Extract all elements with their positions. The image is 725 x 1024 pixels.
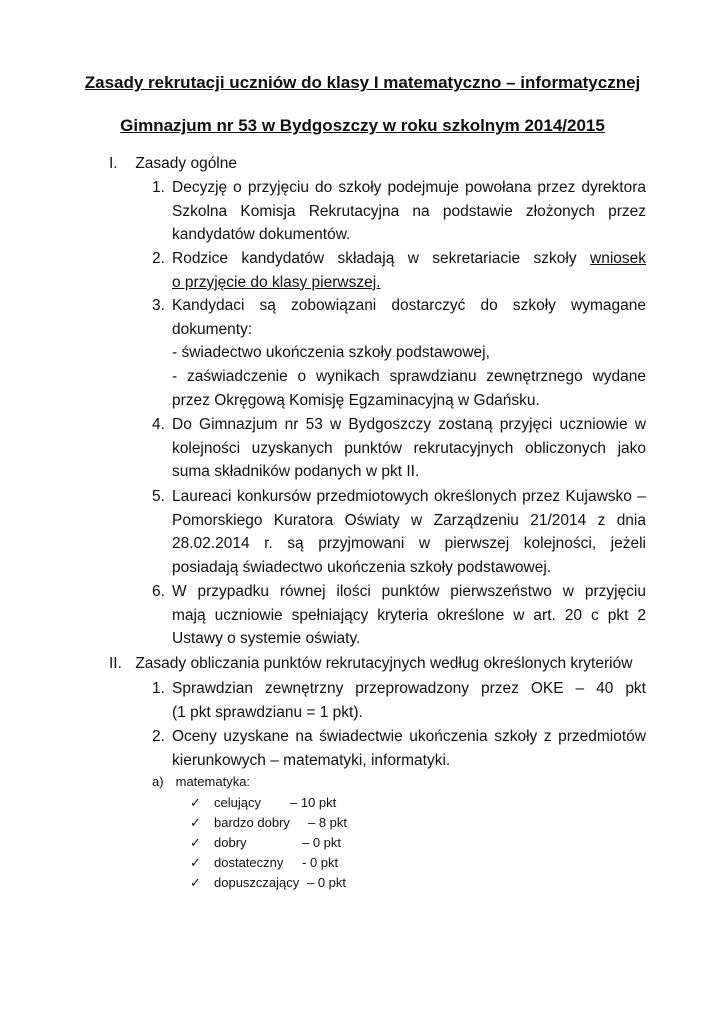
grade-row bbox=[190, 835, 341, 851]
grade-points: – 8 pkt bbox=[308, 815, 348, 830]
section-heading bbox=[109, 155, 237, 173]
checkmark-icon: ✓ bbox=[190, 875, 201, 890]
item-line: dokumenty: bbox=[172, 320, 253, 338]
grade-points: – 0 pkt bbox=[302, 835, 342, 850]
subsection-label: matematyka: bbox=[175, 774, 251, 789]
list-item bbox=[152, 725, 646, 772]
item-line: - świadectwo ukończenia szkoły podstawowej, bbox=[172, 344, 490, 362]
list-item bbox=[152, 294, 646, 413]
checkmark-icon: ✓ bbox=[190, 795, 201, 810]
item-number: 1. bbox=[152, 680, 165, 697]
grade-row bbox=[190, 875, 346, 891]
item-number: 2. bbox=[152, 250, 165, 267]
section-title: Zasady ogólne bbox=[135, 155, 237, 172]
item-number: 5. bbox=[152, 488, 165, 505]
item-line: Szkolna Komisja Rekrutacyjna na podstawie złożonych przez bbox=[172, 202, 646, 220]
item-line: Laureaci konkursów przedmiotowych określonych przez Kujawsko – bbox=[172, 488, 646, 505]
title-line-2: Gimnazjum nr 53 w Bydgoszczy w roku szkolnym 2014/2015 bbox=[120, 116, 605, 135]
item-line: Ustawy o systemie oświaty. bbox=[172, 630, 361, 648]
section-title: Zasady obliczania punktów rekrutacyjnych według określonych kryteriów bbox=[135, 655, 633, 672]
list-item bbox=[152, 176, 646, 247]
item-number: 2. bbox=[152, 728, 165, 745]
item-line: o przyjęcie do klasy pierwszej. bbox=[172, 273, 381, 291]
grade-name: bardzo dobry bbox=[214, 815, 290, 830]
item-line: posiadają świadectwo ukończenia szkoły podstawowej. bbox=[172, 559, 552, 577]
item-number: 3. bbox=[152, 297, 165, 314]
grade-name: dobry bbox=[214, 835, 247, 850]
grade-row bbox=[190, 795, 336, 811]
subsection-marker: a) bbox=[152, 774, 164, 789]
item-line: Kandydaci są zobowiązani dostarczyć do szkoły wymagane bbox=[172, 297, 646, 314]
grade-name: celujący bbox=[214, 795, 261, 810]
item-line: - zaświadczenie o wynikach sprawdzianu zewnętrznego wydane bbox=[172, 368, 646, 386]
item-line: (1 pkt sprawdzianu = 1 pkt). bbox=[172, 703, 363, 721]
section-heading bbox=[109, 655, 632, 673]
item-line: kolejności uzyskanych punktów rekrutacyjnych obliczonych jako bbox=[172, 439, 646, 457]
item-line: Oceny uzyskane na świadectwie ukończenia szkoły z przedmiotów bbox=[172, 728, 646, 745]
list-item bbox=[152, 677, 646, 724]
item-line: 28.02.2014 r. są przyjmowani w pierwszej kolejności, jeżeli bbox=[172, 535, 646, 553]
item-line-text: Rodzice kandydatów składają w sekretariacie szkoły bbox=[172, 250, 590, 267]
underlined-word: wniosek bbox=[590, 250, 646, 267]
item-line: W przypadku równej ilości punktów pierwszeństwo w przyjęciu bbox=[172, 583, 646, 600]
list-item bbox=[152, 580, 646, 651]
grade-row bbox=[190, 855, 338, 871]
grade-points: - 0 pkt bbox=[302, 855, 339, 870]
item-number: 1. bbox=[152, 179, 165, 196]
item-line: Do Gimnazjum nr 53 w Bydgoszczy zostaną przyjęci uczniowie w bbox=[172, 416, 646, 433]
item-line: mają uczniowie spełniający kryteria określone w art. 20 c pkt 2 bbox=[172, 606, 646, 624]
item-line: kandydatów dokumentów. bbox=[172, 226, 351, 244]
subsection-heading bbox=[152, 774, 250, 789]
grade-row bbox=[190, 815, 347, 831]
list-item bbox=[152, 247, 646, 294]
item-line: Pomorskiego Kuratora Oświaty w Zarządzeniu 21/2014 z dnia bbox=[172, 511, 646, 529]
checkmark-icon: ✓ bbox=[190, 855, 201, 870]
list-item bbox=[152, 485, 646, 580]
item-line: suma składników podanych w pkt II. bbox=[172, 463, 420, 481]
title-line-1: Zasady rekrutacji uczniów do klasy I matematyczno – informatycznej bbox=[84, 73, 641, 92]
item-number: 4. bbox=[152, 416, 165, 433]
checkmark-icon: ✓ bbox=[190, 815, 201, 830]
item-line: kierunkowych – matematyki, informatyki. bbox=[172, 751, 451, 769]
item-line: Sprawdzian zewnętrzny przeprowadzony przez OKE – 40 pkt bbox=[172, 680, 646, 697]
section-number: I. bbox=[109, 155, 118, 172]
item-line bbox=[172, 247, 646, 271]
grade-points: – 0 pkt bbox=[307, 875, 347, 890]
grade-name: dostateczny bbox=[214, 855, 284, 870]
checkmark-icon: ✓ bbox=[190, 835, 201, 850]
item-line: Decyzję o przyjęciu do szkoły podejmuje powołana przez dyrektora bbox=[172, 179, 646, 196]
item-line: przez Okręgową Komisję Egzaminacyjną w Gdańsku. bbox=[172, 391, 540, 409]
grade-name: dopuszczający bbox=[214, 875, 300, 890]
section-number: II. bbox=[109, 655, 122, 672]
list-item bbox=[152, 413, 646, 484]
item-number: 6. bbox=[152, 583, 165, 600]
grade-points: – 10 pkt bbox=[290, 795, 337, 810]
